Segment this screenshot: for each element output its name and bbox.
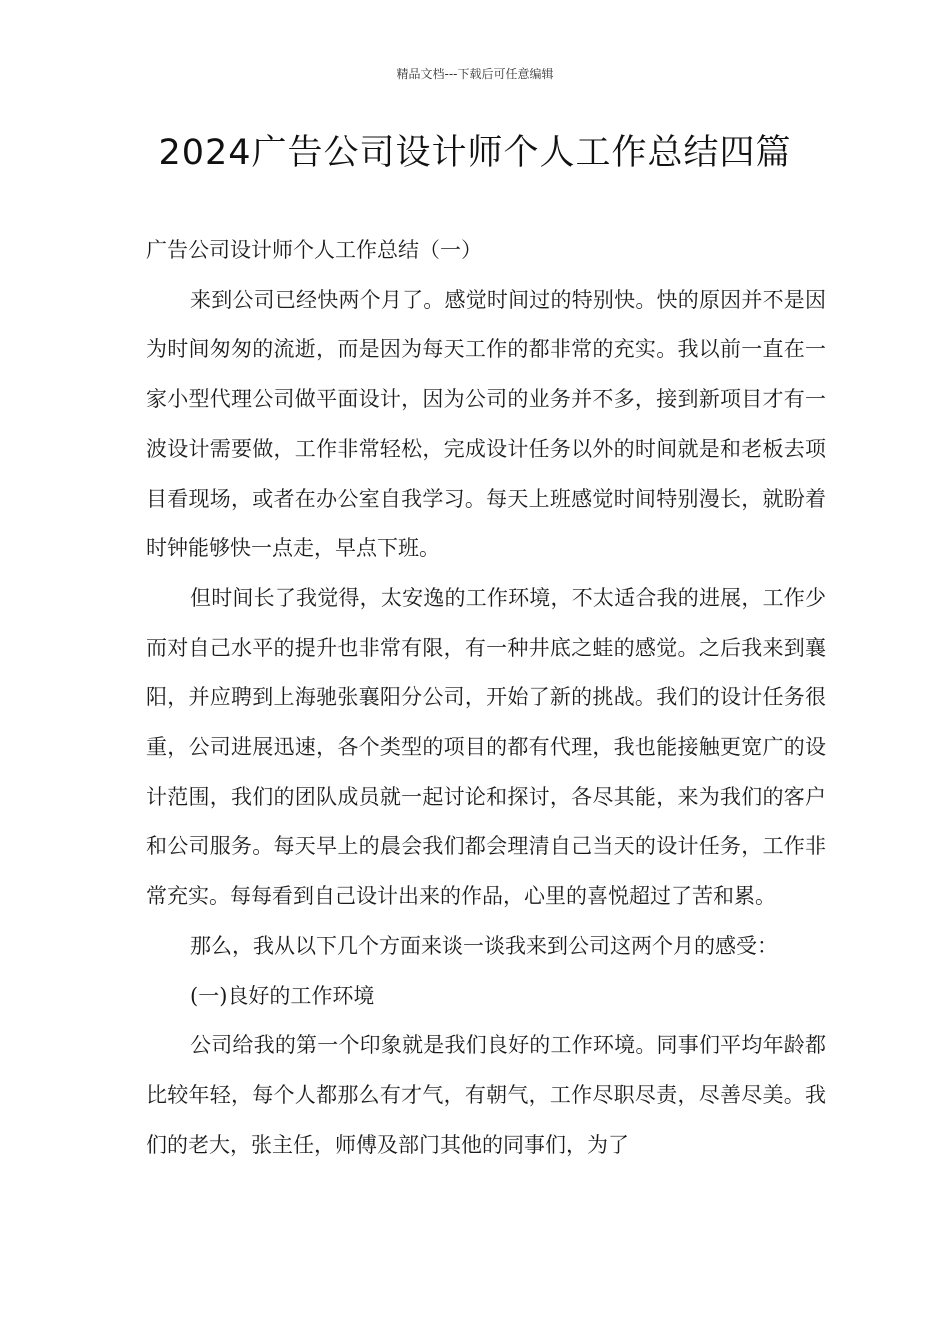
subsection-heading: (一)良好的工作环境 [190, 983, 375, 1008]
section-heading: 广告公司设计师个人工作总结（一） [146, 238, 482, 262]
paragraph-4: 公司给我的第一个印象就是我们良好的工作环境。同事们平均年龄都比较年轻，每个人都那么有才气，有朝气，工作尽职尽责，尽善尽美。我们的老大，张主任，师傅及部门其他的同事们，为了 [146, 1033, 826, 1157]
paragraph-2: 但时间长了我觉得，太安逸的工作环境，不太适合我的进展，工作少而对自己水平的提升也非常有限，有一种井底之蛙的感觉。之后我来到襄阳，并应聘到上海驰张襄阳分公司，开始了新的挑战。我们的设计任务很重，公司进展迅速，各个类型的项目的都有代理，我也能接触更宽广的设计范围，我们的团队成员就一起讨论和探讨，各尽其能，来为我们的客户和公司服务。每天早上的晨会我们都会理清自己当天的设计任务，工作非常充实。每每看到自己设计出来的作品，心里的喜悦超过了苦和累。 [146, 585, 826, 909]
document-title: 2024广告公司设计师个人工作总结四篇 [158, 133, 792, 173]
paragraph-3: 那么，我从以下几个方面来谈一谈我来到公司这两个月的感受： [190, 933, 778, 958]
paragraph-1: 来到公司已经快两个月了。感觉时间过的特别快。快的原因并不是因为时间匆匆的流逝，而是因为每天工作的都非常的充实。我以前一直在一家小型代理公司做平面设计，因为公司的业务并不多，接到新项目才有一波设计需要做，工作非常轻松，完成设计任务以外的时间就是和老板去项目看现场，或者在办公室自我学习。每天上班感觉时间特别漫长，就盼着时钟能够快一点走，早点下班。 [146, 287, 826, 561]
document-body [146, 226, 826, 1170]
header-note: 精品文档---下载后可任意编辑 [396, 67, 554, 81]
